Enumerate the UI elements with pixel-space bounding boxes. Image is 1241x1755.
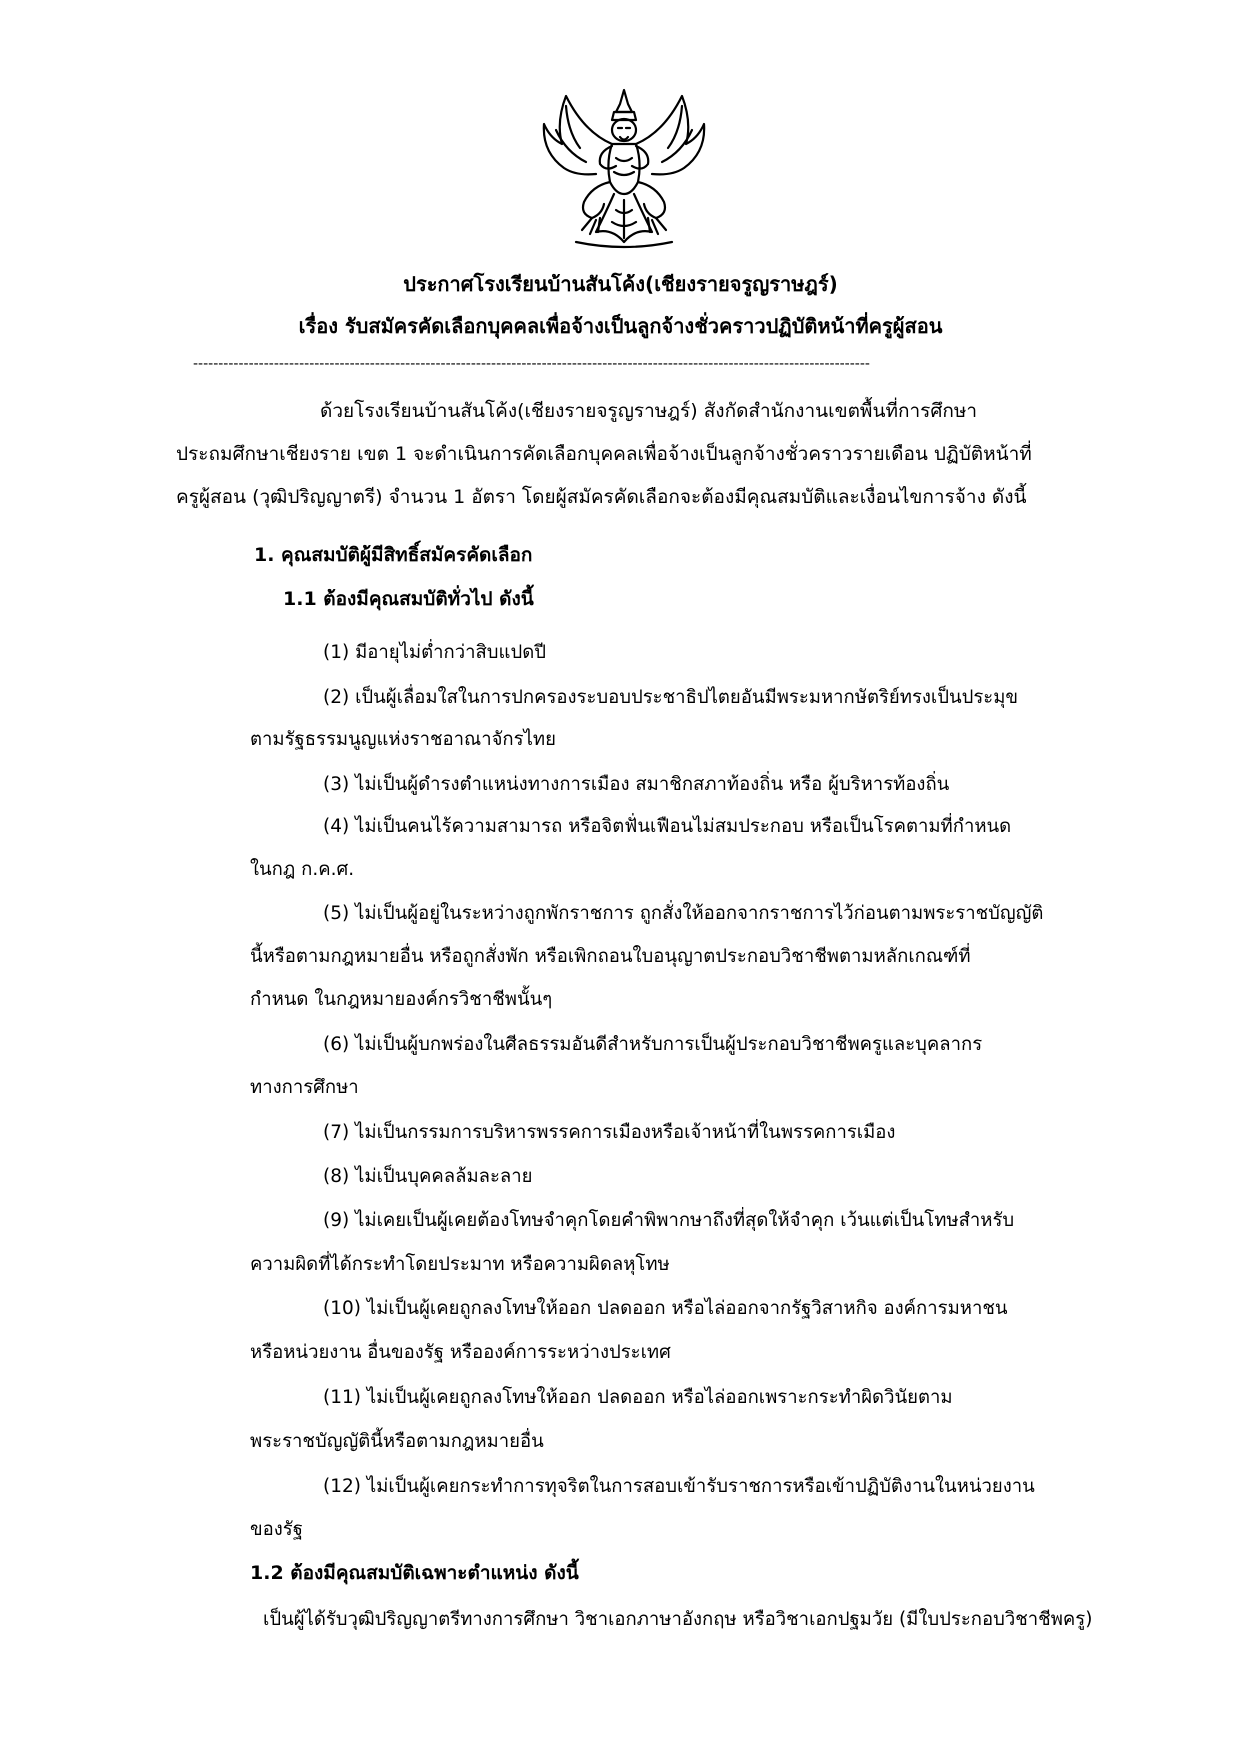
announcement-title: ประกาศโรงเรียนบ้านสันโค้ง(เชียงรายจรูญราษฎร์) xyxy=(403,272,838,296)
announcement-subject: เรื่อง รับสมัครคัดเลือกบุคคลเพื่อจ้างเป็นลูกจ้างชั่วคราวปฏิบัติหน้าที่ครูผู้สอน xyxy=(298,314,943,338)
subsection-heading: 1.2 ต้องมีคุณสมบัติเฉพาะตำแหน่ง ดังนี้ xyxy=(250,1562,579,1584)
qualification-line: (1) มีอายุไม่ต่ำกว่าสิบแปดปี xyxy=(323,642,546,663)
qualification-line: ในกฎ ก.ค.ศ. xyxy=(250,859,355,880)
intro-line: ด้วยโรงเรียนบ้านสันโค้ง(เชียงรายจรูญราษฎร์) สังกัดสำนักงานเขตพื้นที่การศึกษา xyxy=(320,400,978,422)
garuda-emblem-icon xyxy=(536,82,712,258)
qualification-line: (2) เป็นผู้เลื่อมใสในการปกครองระบอบประชาธิปไตยอันมีพระมหากษัตริย์ทรงเป็นประมุข xyxy=(323,687,1019,708)
qualification-line: (4) ไม่เป็นคนไร้ความสามารถ หรือจิตฟั่นเฟือนไม่สมประกอบ หรือเป็นโรคตามที่กำหนด xyxy=(323,816,1012,837)
section-heading: 1. คุณสมบัติผู้มีสิทธิ์สมัครคัดเลือก xyxy=(254,544,533,566)
qualification-line: พระราชบัญญัตินี้หรือตามกฎหมายอื่น xyxy=(250,1431,544,1452)
specific-qualification: เป็นผู้ได้รับวุฒิปริญญาตรีทางการศึกษา วิชาเอกภาษาอังกฤษ หรือวิชาเอกปฐมวัย (มีใบประกอบวิชาชีพครู) xyxy=(263,1609,1093,1630)
intro-line: ครูผู้สอน (วุฒิปริญญาตรี) จำนวน 1 อัตรา โดยผู้สมัครคัดเลือกจะต้องมีคุณสมบัติและเงื่อนไขการจ้าง ดังนี้ xyxy=(176,486,1027,508)
qualification-line: (9) ไม่เคยเป็นผู้เคยต้องโทษจำคุกโดยคำพิพากษาถึงที่สุดให้จำคุก เว้นแต่เป็นโทษสำหรับ xyxy=(323,1210,1015,1231)
qualification-line: ความผิดที่ได้กระทำโดยประมาท หรือความผิดลหุโทษ xyxy=(250,1254,670,1275)
qualification-line: หรือหน่วยงาน อื่นของรัฐ หรือองค์การระหว่างประเทศ xyxy=(250,1342,671,1363)
qualification-line: (3) ไม่เป็นผู้ดำรงตำแหน่งทางการเมือง สมาชิกสภาท้องถิ่น หรือ ผู้บริหารท้องถิ่น xyxy=(323,774,950,795)
subsection-heading: 1.1 ต้องมีคุณสมบัติทั่วไป ดังนี้ xyxy=(283,588,534,610)
qualification-line: (7) ไม่เป็นกรรมการบริหารพรรคการเมืองหรือเจ้าหน้าที่ในพรรคการเมือง xyxy=(323,1122,896,1143)
qualification-line: (6) ไม่เป็นผู้บกพร่องในศีลธรรมอันดีสำหรับการเป็นผู้ประกอบวิชาชีพครูและบุคลากร xyxy=(323,1034,983,1055)
qualification-line: (5) ไม่เป็นผู้อยู่ในระหว่างถูกพักราชการ ถูกสั่งให้ออกจากราชการไว้ก่อนตามพระราชบัญญัติ xyxy=(323,903,1044,924)
qualification-line: นี้หรือตามกฎหมายอื่น หรือถูกสั่งพัก หรือเพิกถอนใบอนุญาตประกอบวิชาชีพตามหลักเกณฑ์ที่ xyxy=(250,946,971,967)
qualification-line: (8) ไม่เป็นบุคคลล้มละลาย xyxy=(323,1166,533,1187)
intro-line: ประถมศึกษาเชียงราย เขต 1 จะดำเนินการคัดเลือกบุคคลเพื่อจ้างเป็นลูกจ้างชั่วคราวรายเดือน ปฏิบัติหน้าที่ xyxy=(176,443,1032,465)
qualification-line: ของรัฐ xyxy=(250,1519,303,1540)
qualification-line: กำหนด ในกฎหมายองค์กรวิชาชีพนั้นๆ xyxy=(250,989,553,1010)
qualification-line: ทางการศึกษา xyxy=(250,1077,359,1098)
qualification-line: ตามรัฐธรรมนูญแห่งราชอาณาจักรไทย xyxy=(250,729,556,750)
separator-line: -------------------------------------------------------------------------------------------------------------------------------------- xyxy=(193,356,870,372)
qualification-line: (11) ไม่เป็นผู้เคยถูกลงโทษให้ออก ปลดออก หรือไล่ออกเพราะกระทำผิดวินัยตาม xyxy=(323,1387,953,1408)
qualification-line: (10) ไม่เป็นผู้เคยถูกลงโทษให้ออก ปลดออก หรือไล่ออกจากรัฐวิสาหกิจ องค์การมหาชน xyxy=(323,1298,1008,1319)
qualification-line: (12) ไม่เป็นผู้เคยกระทำการทุจริตในการสอบเข้ารับราชการหรือเข้าปฏิบัติงานในหน่วยงาน xyxy=(323,1476,1035,1497)
